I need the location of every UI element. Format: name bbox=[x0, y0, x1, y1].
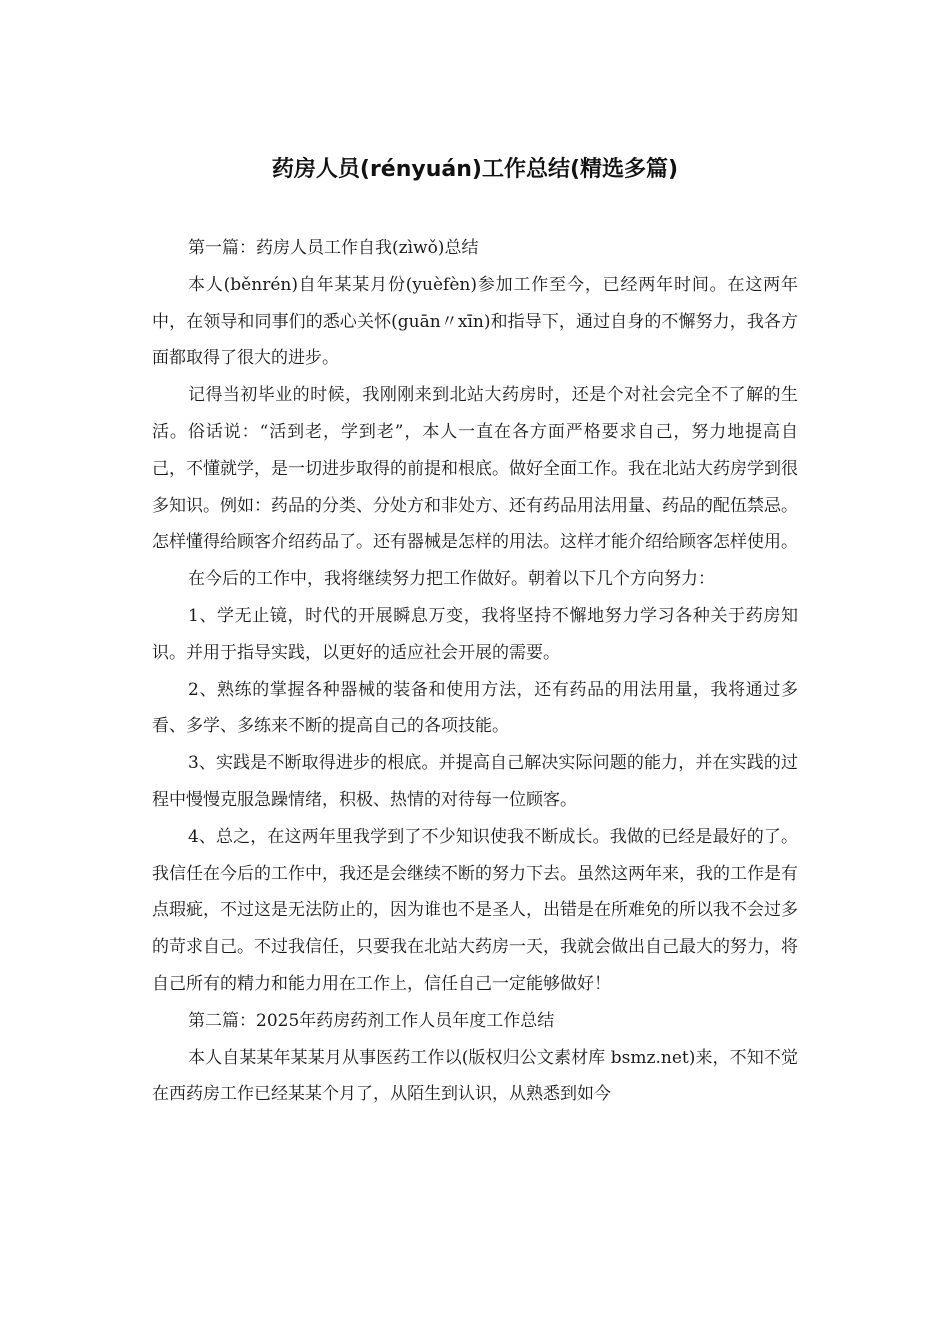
paragraph: 本人(běnrén)自年某某月份(yuèfèn)参加工作至今，已经两年时间。在这两年中，在领导和同事们的悉心关怀(guān〃xīn)和指导下，通过自身的不懈努力，我各方面都取得了很大的进步。 bbox=[152, 274, 798, 369]
document-title: 药房人员(rényuán)工作总结(精选多篇) bbox=[271, 157, 679, 182]
paragraph: 本人自某某年某某月从事医药工作以(版权归公文素材库 bsmz.net)来，不知不觉在西药房工作已经某某个月了，从陌生到认识，从熟悉到如今 bbox=[152, 1047, 798, 1105]
section-heading-2: 第二篇：2025年药房药剂工作人员年度工作总结 bbox=[188, 1010, 555, 1031]
document-body bbox=[152, 230, 798, 1113]
list-item-1: 1、学无止镜，时代的开展瞬息万变，我将坚持不懈地努力学习各种关于药房知识。并用于指导实践，以更好的适应社会开展的需要。 bbox=[152, 605, 798, 663]
list-item-4: 4、总之，在这两年里我学到了不少知识使我不断成长。我做的已经是最好的了。我信任在今后的工作中，我还是会继续不断的努力下去。虽然这两年来，我的工作是有点瑕疵，不过这是无法防止的，因为谁也不是圣人，出错是在所难免的所以我不会过多的苛求自己。不过我信任，只要我在北站大药房一天，我就会做出自己最大的努力，将自己所有的精力和能力用在工作上，信任自己一定能够做好！ bbox=[152, 826, 798, 994]
section-heading-1: 第一篇：药房人员工作自我(zìwǒ)总结 bbox=[188, 238, 479, 258]
paragraph: 记得当初毕业的时候，我刚刚来到北站大药房时，还是个对社会完全不了解的生活。俗话说：“活到老，学到老”，本人一直在各方面严格要求自己，努力地提高自己，不懂就学，是一切进步取得的前提和根底。做好全面工作。我在北站大药房学到很多知识。例如：药品的分类、分处方和非处方、还有药品用法用量、药品的配伍禁忌。怎样懂得给顾客介绍药品了。还有器械是怎样的用法。这样才能介绍给顾客怎样使用。 bbox=[152, 385, 798, 553]
paragraph: 在今后的工作中，我将继续努力把工作做好。朝着以下几个方向努力： bbox=[188, 569, 715, 590]
list-item-2: 2、熟练的掌握各种器械的装备和使用方法，还有药品的用法用量，我将通过多看、多学、多练来不断的提高自己的各项技能。 bbox=[152, 679, 798, 737]
list-item-3: 3、实践是不断取得进步的根底。并提高自己解决实际问题的能力，并在实践的过程中慢慢克服急躁情绪，积极、热情的对待每一位顾客。 bbox=[152, 753, 798, 810]
